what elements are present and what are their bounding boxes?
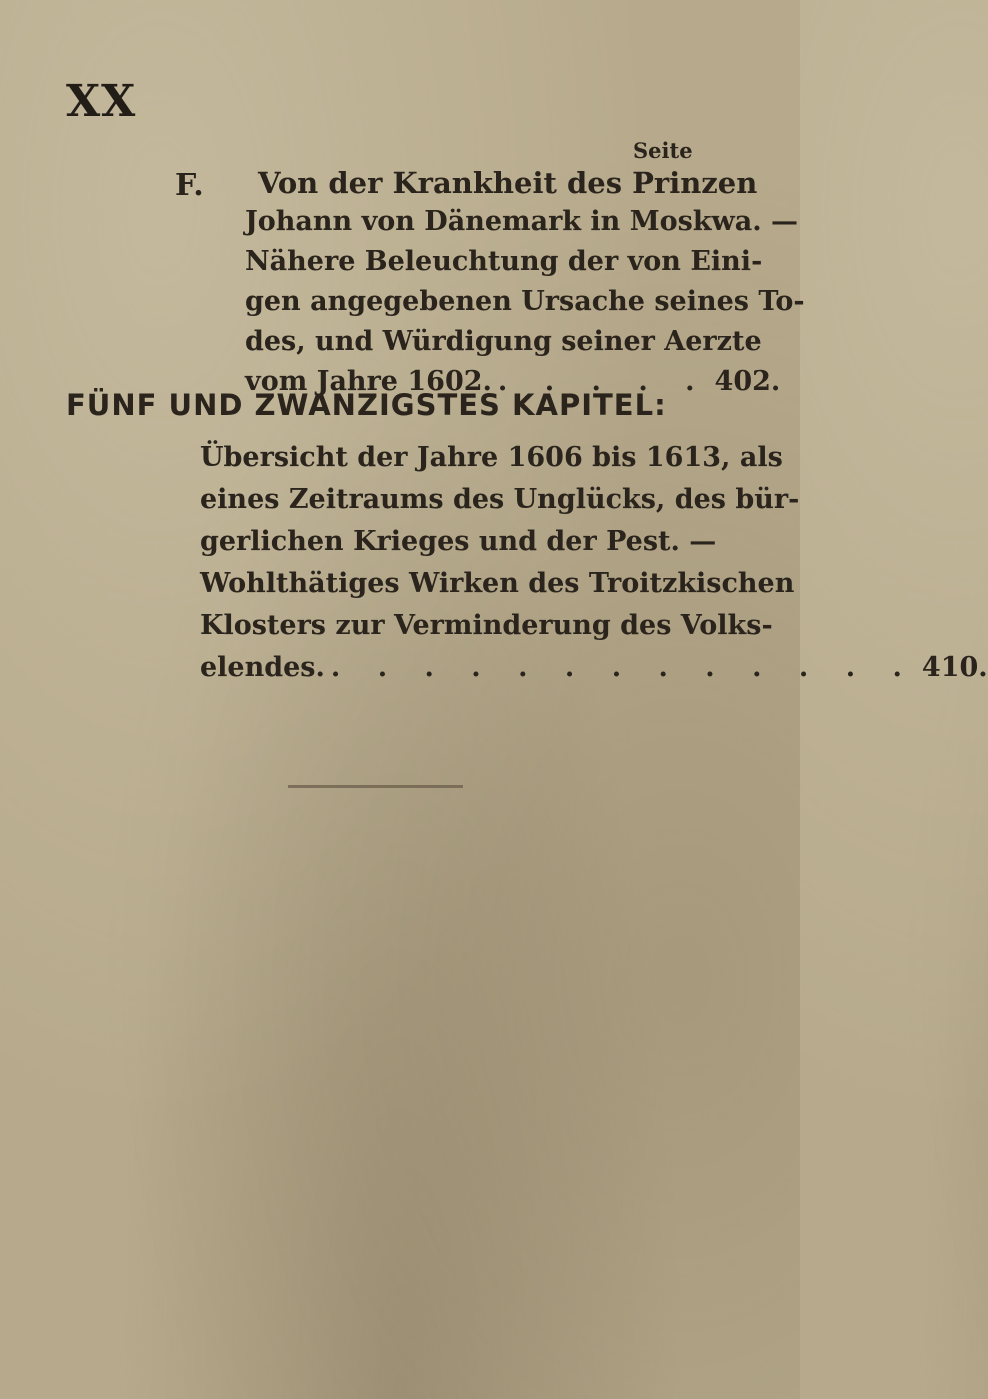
page-number: XX <box>66 76 137 127</box>
column-heading-seite: Seite <box>633 138 693 163</box>
entry-f-last-text: vom Jahre 1602. <box>245 366 492 397</box>
dot-leader: . . . . . . . . . . . . . <box>330 652 916 683</box>
chapter-heading: FÜNF UND ZWANZIGSTES KAPITEL: <box>66 388 667 422</box>
section-divider-rule <box>288 785 463 788</box>
chapter-line-1: Übersicht der Jahre 1606 bis 1613, als <box>200 442 783 473</box>
entry-f-page-ref: 402. <box>714 366 781 397</box>
chapter-line-3: gerlichen Krieges und der Pest. — <box>200 526 717 557</box>
entry-marker: F. <box>175 168 204 203</box>
entry-f-line-2: Johann von Dänemark in Moskwa. — <box>245 206 799 237</box>
chapter-line-5: Klosters zur Verminderung des Volks- <box>200 610 773 641</box>
chapter-line-2: eines Zeitraums des Unglücks, des bür- <box>200 484 800 515</box>
dot-leader: . . . . . <box>497 366 709 397</box>
entry-f-line-5: des, und Würdigung seiner Aerzte <box>245 326 762 357</box>
chapter-last-text: elendes. <box>200 652 325 683</box>
entry-f-line-3: Nähere Beleuchtung der von Eini- <box>245 246 763 277</box>
entry-f-line-1: Von der Krankheit des Prinzen <box>258 166 758 200</box>
chapter-page-ref: 410. <box>921 652 988 683</box>
entry-f-line-4: gen angegebenen Ursache seines To- <box>245 286 805 317</box>
chapter-last-line <box>200 652 988 683</box>
chapter-line-4: Wohlthätiges Wirken des Troitzkischen <box>200 568 795 599</box>
